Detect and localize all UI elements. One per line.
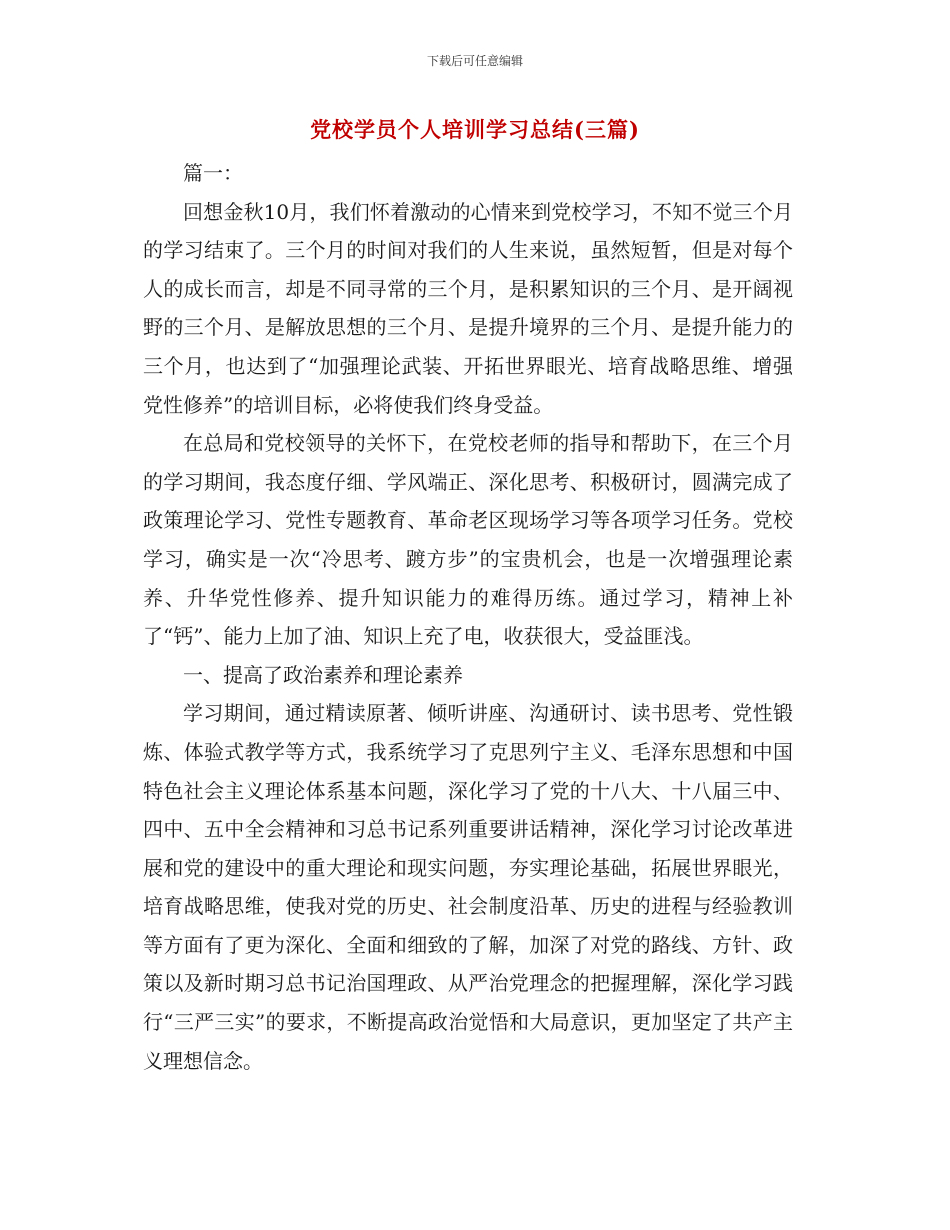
- document-body: [143, 154, 793, 1080]
- section-heading: 一、提高了政治素养和理论素养: [183, 662, 463, 687]
- header-note: 下载后可任意编辑: [426, 54, 523, 68]
- section-label: 篇一：: [183, 161, 243, 185]
- document-title: 党校学员个人培训学习总结(三篇): [310, 117, 640, 142]
- paragraph: 回想金秋10月，我们怀着激动的心情来到党校学习，不知不觉三个月的学习结束了。三个月的时间对我们的人生来说，虽然短暂，但是对每个人的成长而言，却是不同寻常的三个月，是积累知识的三个月、是开阔视野的三个月、是解放思想的三个月、是提升境界的三个月、是提升能力的三个月，也达到了“加强理论武装、开拓世界眼光、培育战略思维、增强党性修养”的培训目标，必将使我们终身受益。: [143, 199, 793, 417]
- paragraph: 在总局和党校领导的关怀下，在党校老师的指导和帮助下，在三个月的学习期间，我态度仔细、学风端正、深化思考、积极研讨，圆满完成了政策理论学习、党性专题教育、革命老区现场学习等各项学习任务。党校学习，确实是一次“冷思考、踱方步”的宝贵机会，也是一次增强理论素养、升华党性修养、提升知识能力的难得历练。通过学习，精神上补了“钙”、能力上加了油、知识上充了电，收获很大，受益匪浅。: [143, 431, 793, 649]
- paragraph: 学习期间，通过精读原著、倾听讲座、沟通研讨、读书思考、党性锻炼、体验式教学等方式，我系统学习了克思列宁主义、毛泽东思想和中国特色社会主义理论体系基本问题，深化学习了党的十八大、十八届三中、四中、五中全会精神和习总书记系列重要讲话精神，深化学习讨论改革进展和党的建设中的重大理论和现实问题，夯实理论基础，拓展世界眼光，培育战略思维，使我对党的历史、社会制度沿革、历史的进程与经验教训等方面有了更为深化、全面和细致的了解，加深了对党的路线、方针、政策以及新时期习总书记治国理政、从严治党理念的把握理解，深化学习践行“三严三实”的要求，不断提高政治觉悟和大局意识，更加坚定了共产主义理想信念。: [143, 701, 793, 1073]
